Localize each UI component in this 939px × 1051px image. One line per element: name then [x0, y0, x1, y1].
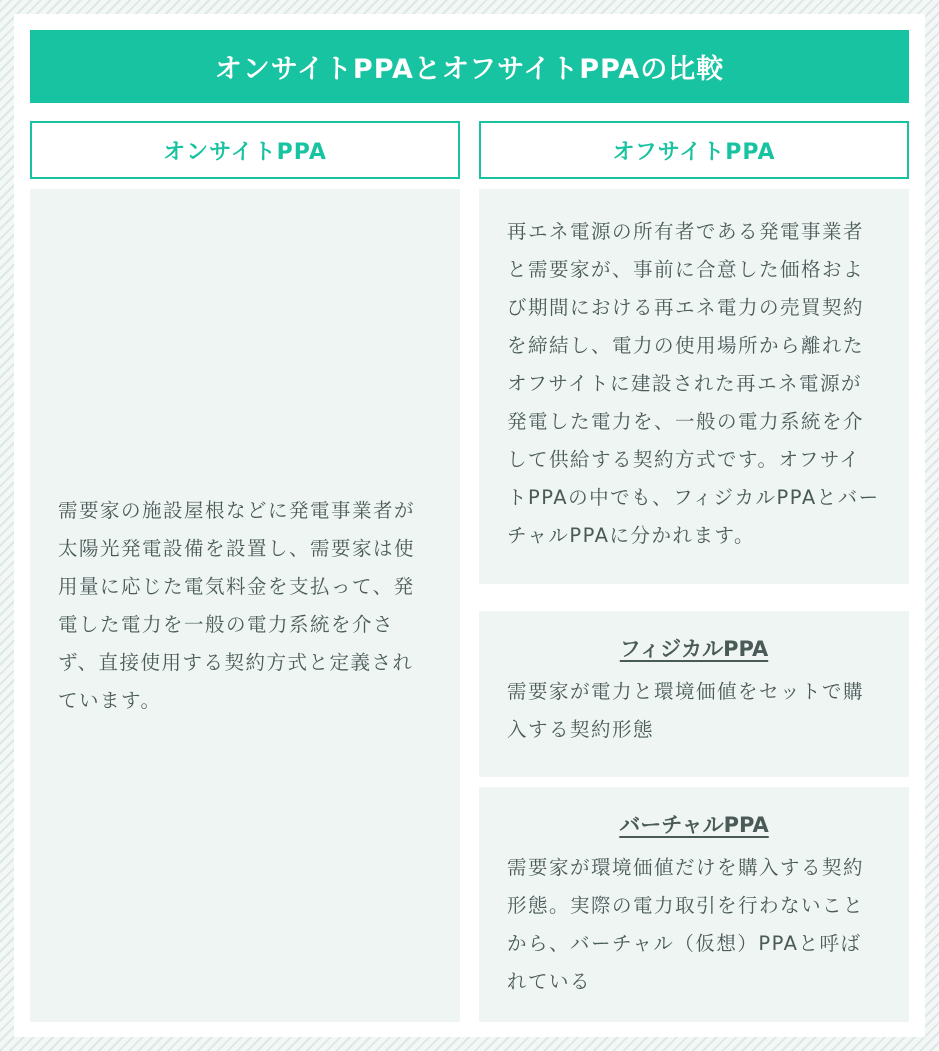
offsite-header-label: オフサイトPPA	[612, 139, 776, 165]
onsite-column-header	[30, 121, 460, 179]
physical-ppa-title	[507, 633, 881, 663]
virtual-ppa-title	[507, 809, 881, 839]
offsite-description: 再エネ電源の所有者である発電事業者と需要家が、事前に合意した価格および期間における再エネ電力の売買契約を締結し、電力の使用場所から離れたオフサイトに建設された再エネ電源が発電した電力を、一般の電力系統を介して供給する契約方式です。オフサイトPPAの中でも、フィジカルPPAとバーチャルPPAに分かれます。	[507, 220, 880, 547]
virtual-ppa-panel	[479, 787, 909, 1022]
virtual-ppa-title-text: バーチャルPPA	[619, 813, 769, 837]
offsite-description-panel	[479, 189, 909, 584]
onsite-description-panel	[30, 189, 460, 1022]
physical-ppa-title-text: フィジカルPPA	[619, 637, 769, 661]
offsite-column-header	[479, 121, 909, 179]
page-title	[30, 30, 909, 103]
onsite-description: 需要家の施設屋根などに発電事業者が太陽光発電設備を設置し、需要家は使用量に応じた電気料金を支払って、発電した電力を一般の電力系統を介さず、直接使用する契約方式と定義されています。	[58, 498, 416, 712]
physical-ppa-description: 需要家が電力と環境価値をセットで購入する契約形態	[507, 680, 865, 741]
comparison-card	[14, 14, 925, 1037]
physical-ppa-panel	[479, 611, 909, 777]
page-title-text: オンサイトPPAとオフサイトPPAの比較	[214, 54, 725, 85]
onsite-header-label: オンサイトPPA	[163, 139, 327, 165]
virtual-ppa-description: 需要家が環境価値だけを購入する契約形態。実際の電力取引を行わないことから、バーチャル（仮想）PPAと呼ばれている	[507, 856, 865, 993]
